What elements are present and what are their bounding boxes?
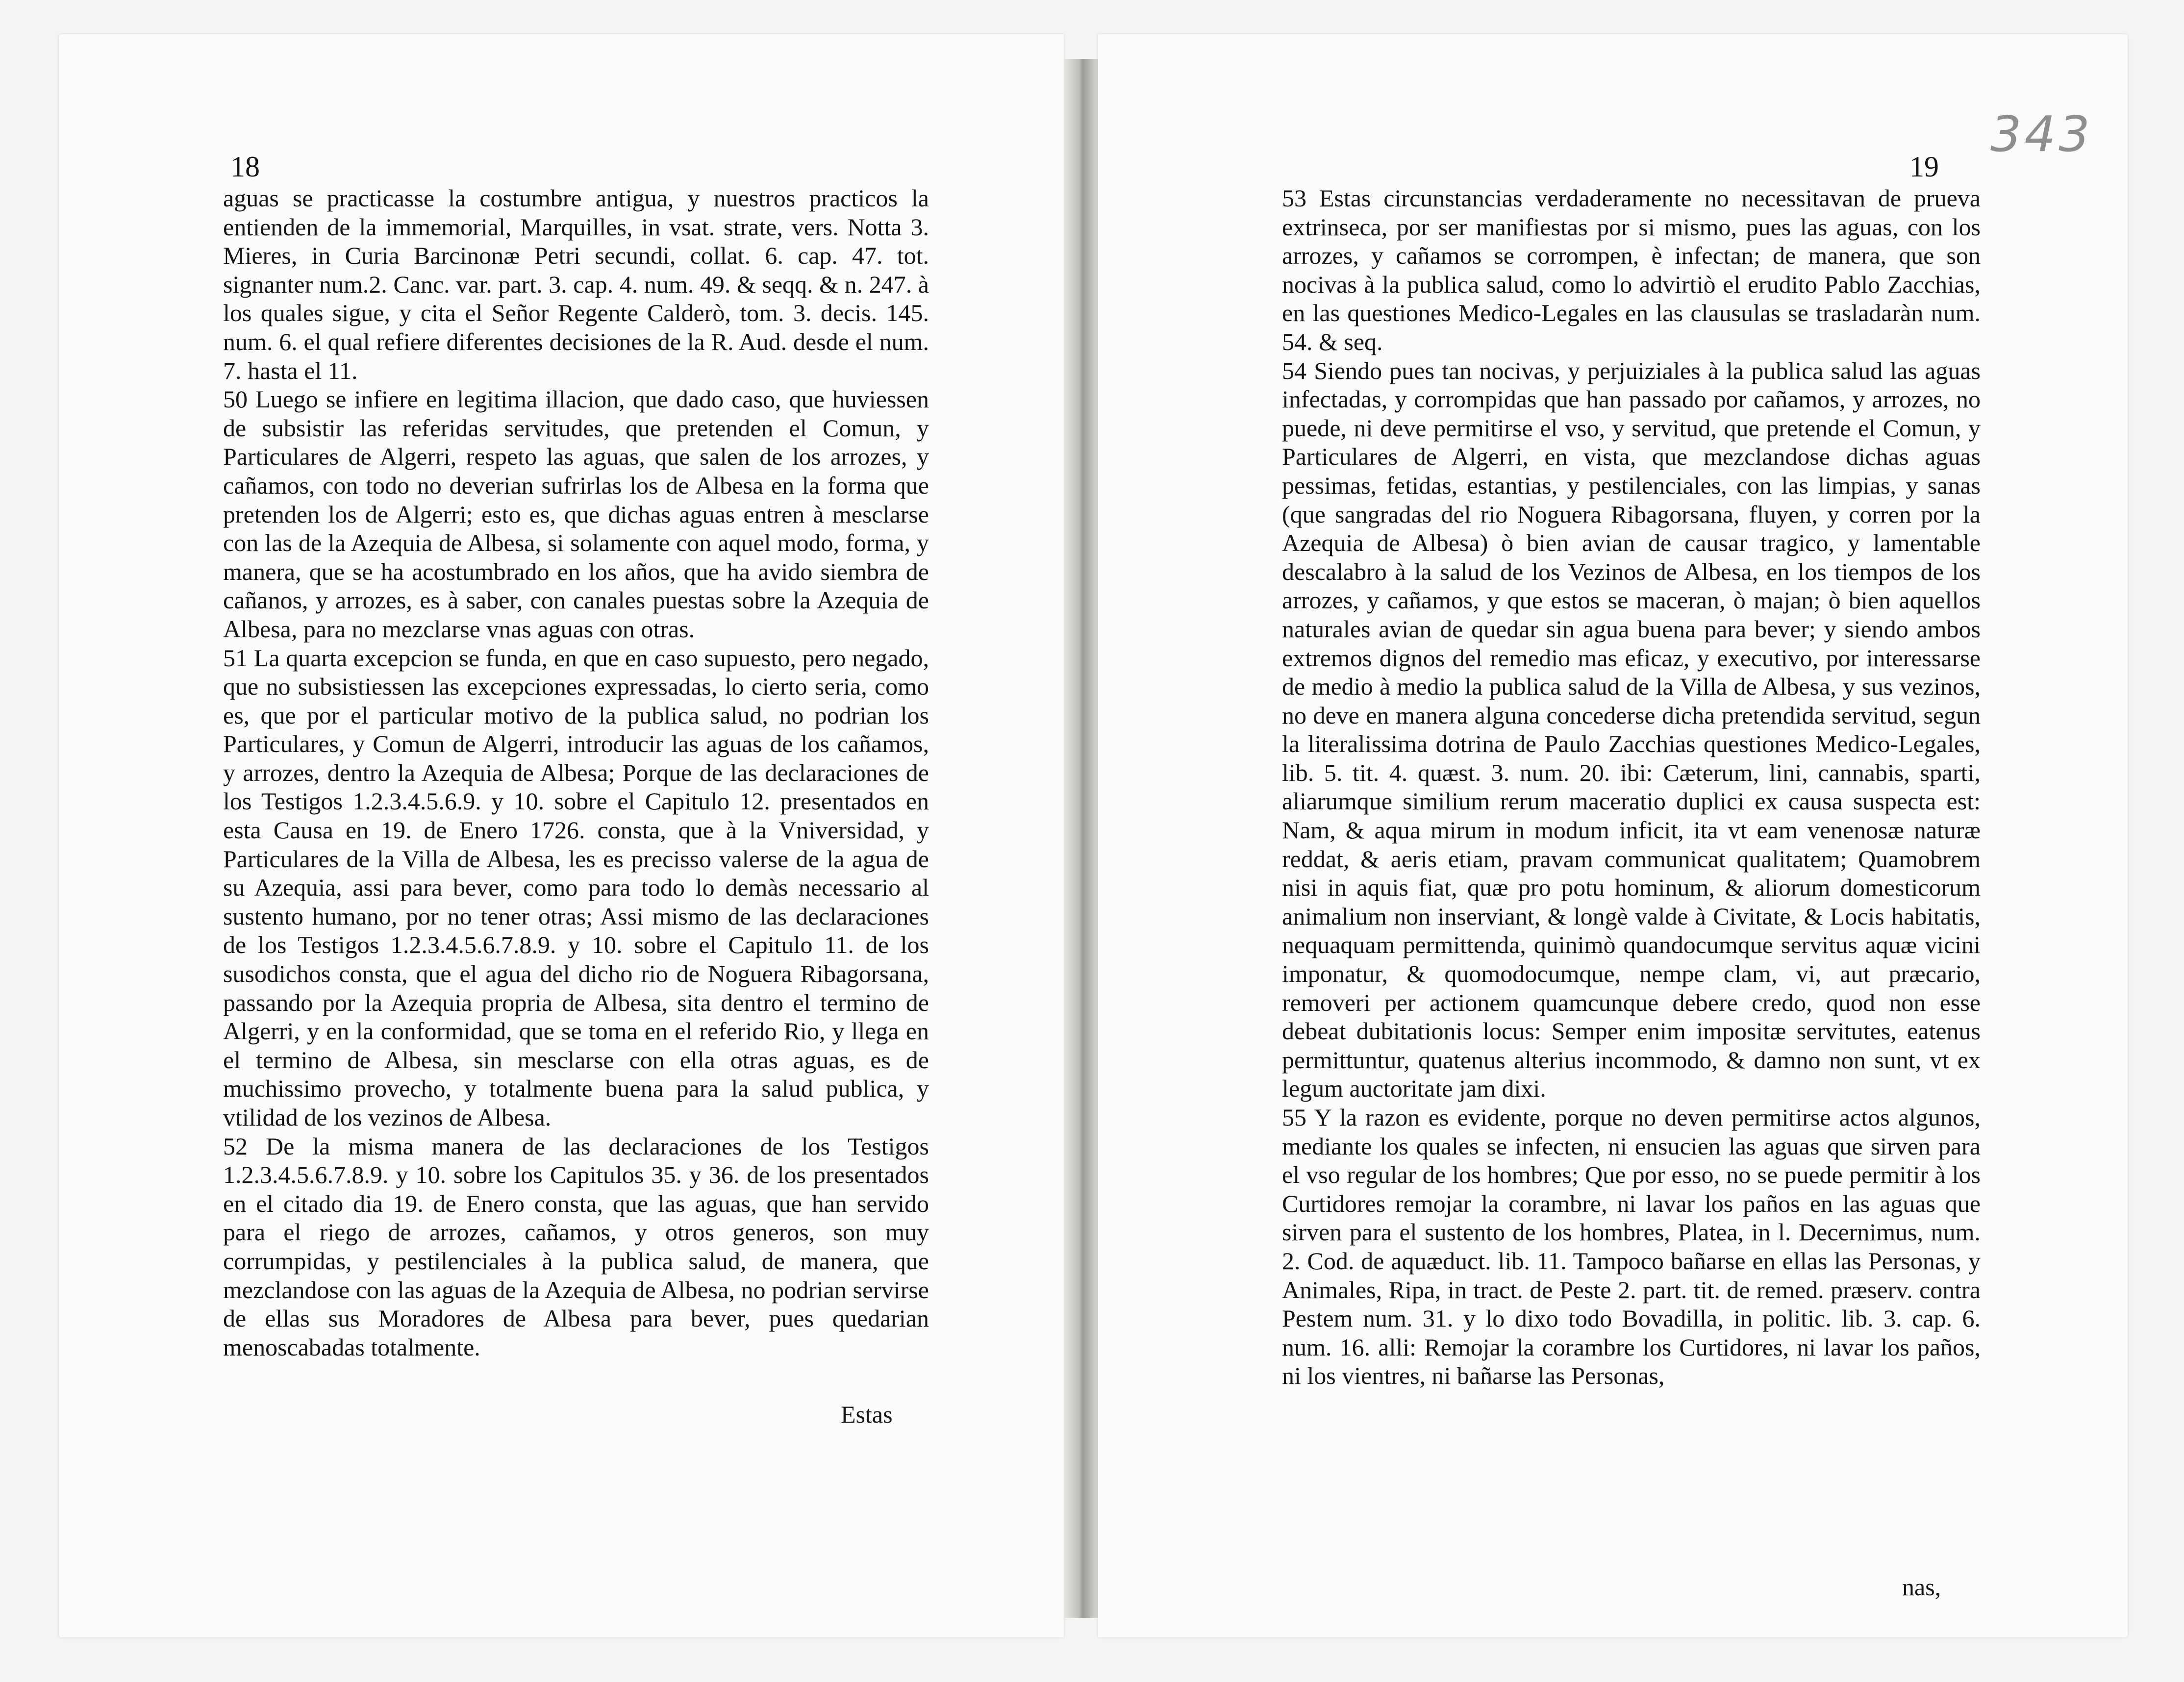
paragraph-50: 50 Luego se infiere en legitima illacion, que dado caso, que huviessen de subsistir las referidas servitudes, que pretenden el Comun, y Particulares de Algerri, respeto las aguas, que salen de los arrozes, y cañamos, con todo no deverian sufrirlas los de Albesa en la forma que pretenden los de Algerri; esto es, que dichas aguas entren à mesclarse con las de la Azequia de Albesa, si solamente con aquel modo, forma, y manera, que se ha acostumbrado en los años, que ha avido siembra de cañanos, y arrozes, es à saber, con canales puestas sobre la Azequia de Albesa, para no mezclarse vnas aguas con otras. bbox=[223, 385, 929, 643]
book-gutter bbox=[1064, 59, 1098, 1618]
paragraph-54: 54 Siendo pues tan nocivas, y perjuiziales à la publica salud las aguas infectadas, y corrompidas que han passado por cañamos, y arrozes, no puede, ni deve permitirse el vso, y servitud, que pretende el Comun, y Particulares de Algerri, en vista, que mezclandose dichas aguas pessimas, fetidas, estantias, y pestilenciales, con las limpias, y sanas (que sangradas del rio Noguera Ribagorsana, fluyen, y corren por la Azequia de Albesa) ò bien avian de causar tragico, y lamentable descalabro à la salud de los Vezinos de Albesa, en los tiempos de los arrozes, y cañamos, y que estos se maceran, ò majan; ò bien aquellos naturales avian de quedar sin agua buena para bever; y siendo ambos extremos dignos del remedio mas eficaz, y executivo, por interessarse de medio à medio la publica salud de la Villa de Albesa, y sus vezinos, no deve en manera alguna concederse dicha pretendida servitud, segun la literalissima dotrina de Paulo Zacchias questiones Medico-Legales, lib. 5. tit. 4. quæst. 3. num. 20. ibi: Cæterum, lini, cannabis, sparti, aliarumque similium rerum maceratio duplici ex causa suspecta est: Nam, & aqua mirum in modum inficit, ita vt eam venenosæ naturæ reddat, & aeris etiam, pravam communicat qualitatem; Quamobrem nisi in aquis fiat, quæ pro potu hominum, & aliorum domesticorum animalium non inserviant, & longè valde à Civitate, & Locis habitatis, nequaquam permittenda, quinimò quandocumque servitus aquæ vicini imponatur, & quomodocumque, nempe clam, vi, aut præcario, removeri per actionem quamcunque debere credo, quod non esse debeat dubitationis locus: Semper enim impositæ servitutes, eatenus permittuntur, quatenus alterius incommodo, & damno non sunt, vt ex legum auctoritate jam dixi. bbox=[1282, 356, 1981, 1103]
left-catchword: Estas bbox=[841, 1401, 893, 1428]
paragraph-55: 55 Y la razon es evidente, porque no deven permitirse actos algunos, mediante los quales se infecten, ni ensucien las aguas que sirven para el vso regular de los hombres; Que por esso, no se puede permitir à los Curtidores remojar la corambre, ni lavar los paños en las aguas que sirven para el sustento de los hombres, Platea, in l. Decernimus, num. 2. Cod. de aquæduct. lib. 11. Tampoco bañarse en ellas las Personas, y Animales, Ripa, in tract. de Peste 2. part. tit. de remed. præserv. contra Pestem num. 31. y lo dixo todo Bovadilla, in politic. lib. 3. cap. 6. num. 16. alli: Remojar la corambre los Curtidores, ni lavar los paños, ni los vientres, ni bañarse las Personas, bbox=[1282, 1104, 1981, 1390]
left-page-number: 18 bbox=[230, 151, 260, 183]
right-catchword: nas, bbox=[1902, 1573, 1941, 1601]
paragraph-52: 52 De la misma manera de las declaraciones de los Testigos 1.2.3.4.5.6.7.8.9. y 10. sobre los Capitulos 35. y 36. de los presentados en el citado dia 19. de Enero consta, que las aguas, que han servido para el riego de arrozes, cañamos, y otros generos, son muy corrumpidas, y pestilenciales à la publica salud, de manera, que mezclandose con las aguas de la Azequia de Albesa, no podrian servirse de ellas sus Moradores de Albesa para bever, pues quedarian menoscabadas totalmente. bbox=[223, 1132, 929, 1361]
paragraph-continuation: aguas se practicasse la costumbre antigua, y nuestros practicos la entienden de la immemorial, Marquilles, in vsat. strate, vers. Notta 3. Mieres, in Curia Barcinonæ Petri secundi, collat. 6. cap. 47. tot. signanter num.2. Canc. var. part. 3. cap. 4. num. 49. & seqq. & n. 247. à los quales sigue, y cita el Señor Regente Calderò, tom. 3. decis. 145. num. 6. el qual refiere diferentes decisiones de la R. Aud. desde el num. 7. hasta el 11. bbox=[223, 184, 929, 384]
right-page-number: 19 bbox=[1909, 151, 1939, 183]
paragraph-51: 51 La quarta excepcion se funda, en que en caso supuesto, pero negado, que no subsistiessen las excepciones expressadas, lo cierto seria, como es, que por el particular motivo de la publica salud, no podrian los Particulares, y Comun de Algerri, introducir las aguas de los cañamos, y arrozes, dentro la Azequia de Albesa; Porque de las declaraciones de los Testigos 1.2.3.4.5.6.9. y 10. sobre el Capitulo 12. presentados en esta Causa en 19. de Enero 1726. consta, que à la Vniversidad, y Particulares de la Villa de Albesa, les es precisso valerse de la agua de su Azequia, assi para bever, como para todo lo demàs necessario al sustento humano, por no tener otras; Assi mismo de las declaraciones de los Testigos 1.2.3.4.5.6.7.8.9. y 10. sobre el Capitulo 11. de los susodichos consta, que el agua del dicho rio de Noguera Ribagorsana, passando por la Azequia propria de Albesa, sita dentro el termino de Algerri, y en la conformidad, que se toma en el referido Rio, y llega en el termino de Albesa, sin mesclarse con ella otras aguas, es de muchissimo provecho, y totalmente buena para la salud publica, y vtilidad de los vezinos de Albesa. bbox=[223, 644, 929, 1131]
right-page-text bbox=[1282, 184, 1981, 1390]
paragraph-53: 53 Estas circunstancias verdaderamente no necessitavan de prueva extrinseca, por ser manifiestas por si mismo, pues las aguas, con los arrozes, y cañamos se corrompen, è infectan; de manera, que son nocivas à la publica salud, como lo advirtiò el erudito Pablo Zacchias, en las questiones Medico-Legales en las clausulas se trasladaràn num. 54. & seq. bbox=[1282, 184, 1981, 355]
handwritten-folio-number: 343 bbox=[1990, 105, 2093, 163]
left-page-text bbox=[223, 184, 929, 1361]
